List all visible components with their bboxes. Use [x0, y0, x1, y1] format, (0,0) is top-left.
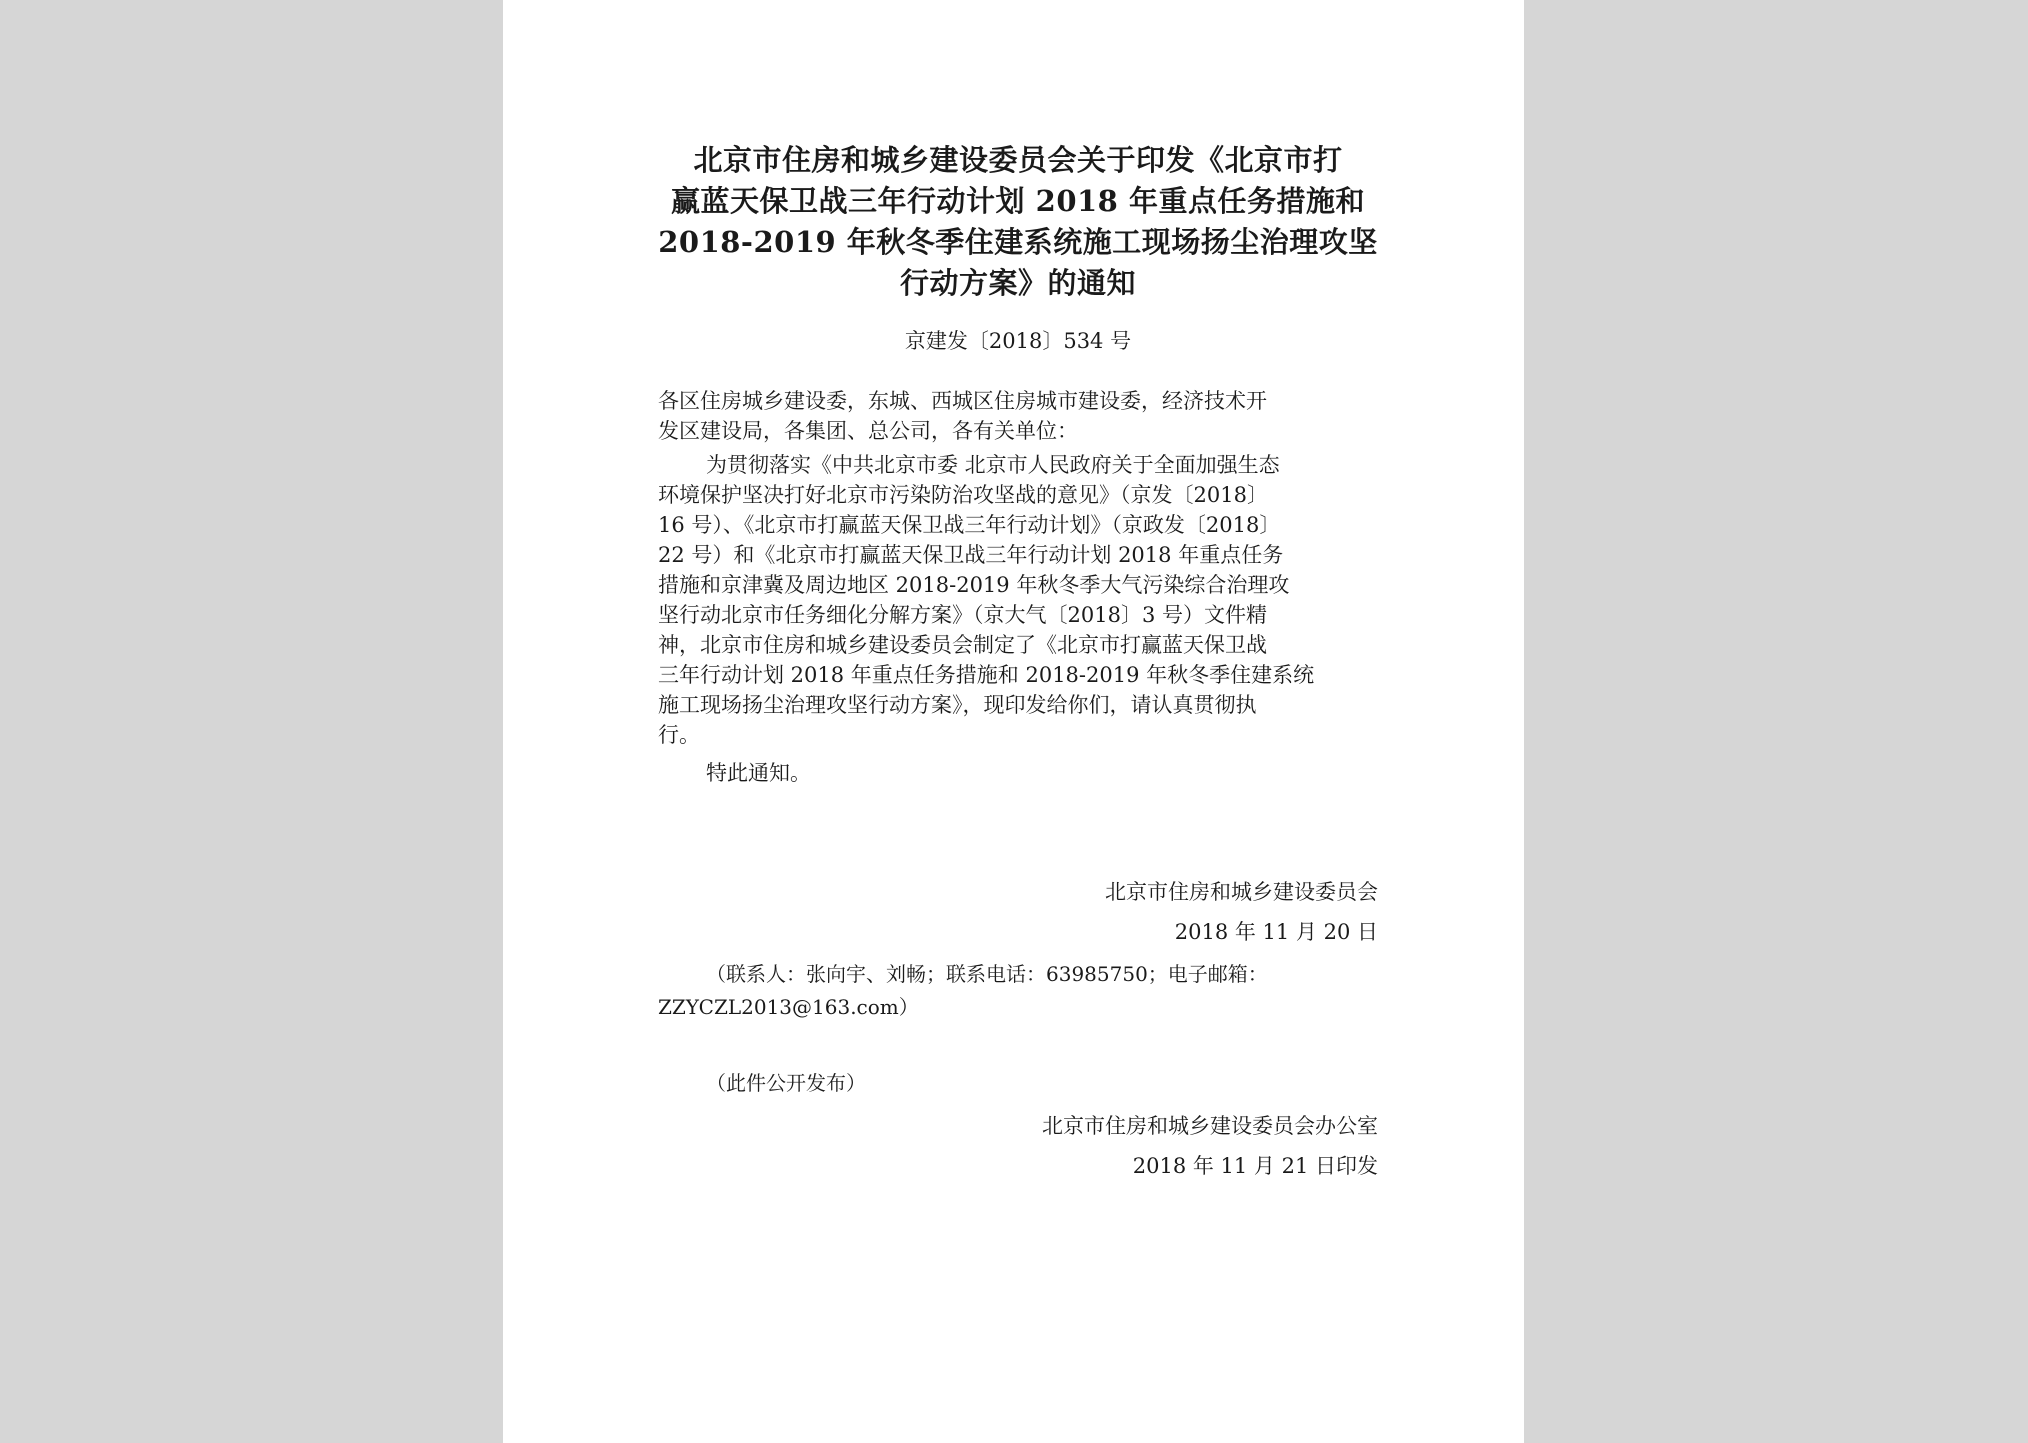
document-page [503, 0, 1524, 1443]
title-line: 赢蓝天保卫战三年行动计划 2018 年重点任务措施和 [671, 184, 1365, 218]
signature-org: 北京市住房和城乡建设委员会 [1105, 880, 1378, 904]
body-line: 16 号）、《北京市打赢蓝天保卫战三年行动计划》（京政发〔2018〕 [658, 513, 1281, 537]
office-date: 2018 年 11 月 21 日印发 [1132, 1154, 1378, 1178]
body-paragraph [658, 450, 1378, 750]
contact-email-line: ZZYCZL2013@163.com） [658, 995, 919, 1019]
title-line: 行动方案》的通知 [899, 266, 1136, 300]
signature-date: 2018 年 11 月 20 日 [1174, 920, 1378, 944]
office-org: 北京市住房和城乡建设委员会办公室 [1042, 1114, 1378, 1138]
body-line: 环境保护坚决打好北京市污染防治攻坚战的意见》（京发〔2018〕 [658, 483, 1268, 507]
public-release-note: （此件公开发布） [706, 1071, 866, 1095]
closing-text: 特此通知。 [706, 761, 811, 785]
contact-line: （联系人：张向宇、刘畅；联系电话：63985750；电子邮箱： [706, 962, 1268, 986]
body-line: 行。 [658, 723, 700, 747]
body-line: 措施和京津冀及周边地区 2018-2019 年秋冬季大气污染综合治理攻 [658, 573, 1290, 597]
addressee-line: 各区住房城乡建设委，东城、西城区住房城市建设委，经济技术开 [658, 389, 1267, 413]
page-content [658, 140, 1378, 1186]
signature-block [658, 872, 1378, 952]
title-line: 北京市住房和城乡建设委员会关于印发《北京市打 [693, 143, 1343, 177]
document-number: 京建发〔2018〕534 号 [904, 329, 1132, 353]
body-line: 施工现场扬尘治理攻坚行动方案》，现印发给你们，请认真贯彻执 [658, 693, 1257, 717]
title-line: 2018-2019 年秋冬季住建系统施工现场扬尘治理攻坚 [658, 225, 1378, 259]
body-line: 三年行动计划 2018 年重点任务措施和 2018-2019 年秋冬季住建系统 [658, 663, 1315, 687]
office-block [658, 1106, 1378, 1186]
addressee-line: 发区建设局，各集团、总公司，各有关单位： [658, 419, 1078, 443]
body-line: 22 号）和《北京市打赢蓝天保卫战三年行动计划 2018 年重点任务 [658, 543, 1284, 567]
body-line: 神，北京市住房和城乡建设委员会制定了《北京市打赢蓝天保卫战 [658, 633, 1267, 657]
document-title [658, 140, 1378, 304]
contact-info [658, 958, 1378, 1024]
addressee [658, 386, 1378, 446]
body-line: 为贯彻落实《中共北京市委 北京市人民政府关于全面加强生态 [706, 453, 1280, 477]
body-line: 坚行动北京市任务细化分解方案》（京大气〔2018〕3 号）文件精 [658, 603, 1267, 627]
